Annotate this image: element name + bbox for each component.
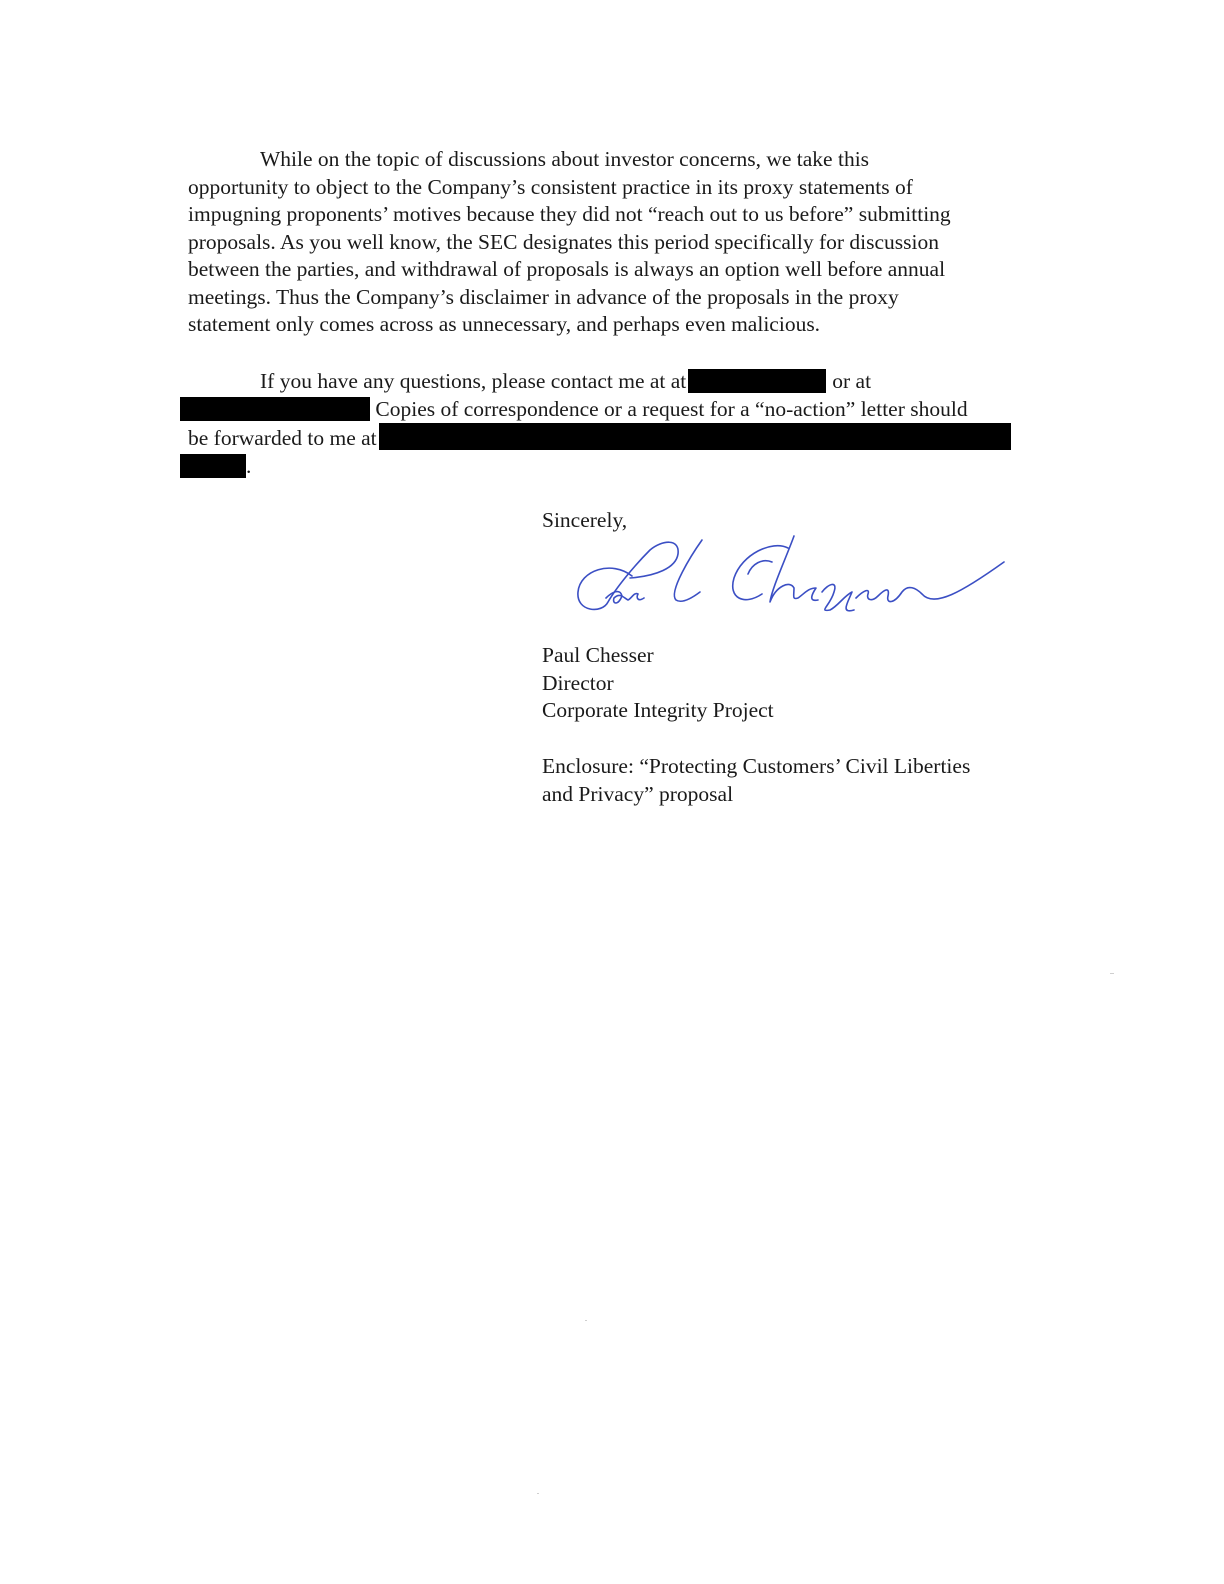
paragraph-line: statement only comes across as unnecessary, and perhaps even malicious.	[188, 312, 821, 336]
contact-line-3	[188, 423, 1038, 453]
paragraph-contact	[188, 368, 1038, 480]
redaction-box	[688, 369, 826, 393]
scan-speck	[585, 1320, 587, 1321]
paragraph-investor-concerns	[188, 146, 1038, 339]
enclosure-line: and Privacy” proposal	[542, 781, 734, 806]
signer-title: Director	[542, 670, 614, 695]
scan-speck	[537, 1493, 539, 1494]
signer-block	[542, 642, 1062, 725]
enclosure-line: Enclosure: “Protecting Customers’ Civil Liberties	[542, 754, 971, 778]
signer-organization: Corporate Integrity Project	[542, 698, 774, 722]
redaction-box	[180, 397, 370, 421]
scan-speck	[1110, 973, 1114, 974]
handwritten-signature	[572, 532, 1012, 632]
contact-line-2	[188, 396, 1038, 424]
forwarded-text: be forwarded to me at	[188, 426, 377, 450]
contact-text: If you have any questions, please contact me at at	[260, 369, 687, 393]
redaction-box	[180, 454, 246, 478]
closing-salutation	[542, 507, 1062, 535]
paragraph-line: impugning proponents’ motives because they did not “reach out to us before” submitting	[188, 202, 951, 226]
paragraph-line: opportunity to object to the Company’s consistent practice in its proxy statements of	[188, 174, 913, 199]
correspondence-text: Copies of correspondence or a request for a “no-action” letter should	[375, 396, 968, 421]
redaction-box	[379, 423, 1011, 450]
paragraph-line: between the parties, and withdrawal of proposals is always an option well before annual	[188, 257, 946, 281]
contact-line-4	[188, 453, 1038, 481]
closing-text: Sincerely,	[542, 508, 628, 532]
paragraph-line: proposals. As you well know, the SEC designates this period specifically for discussion	[188, 229, 940, 254]
paragraph-line: While on the topic of discussions about investor concerns, we take this	[260, 147, 870, 171]
signer-name: Paul Chesser	[542, 643, 654, 667]
period-text: .	[246, 453, 252, 478]
contact-text-end: or at	[832, 369, 872, 393]
paragraph-line: meetings. Thus the Company’s disclaimer in advance of the proposals in the proxy	[188, 284, 899, 309]
enclosure-note	[542, 753, 1062, 808]
contact-line-1	[188, 368, 1038, 396]
